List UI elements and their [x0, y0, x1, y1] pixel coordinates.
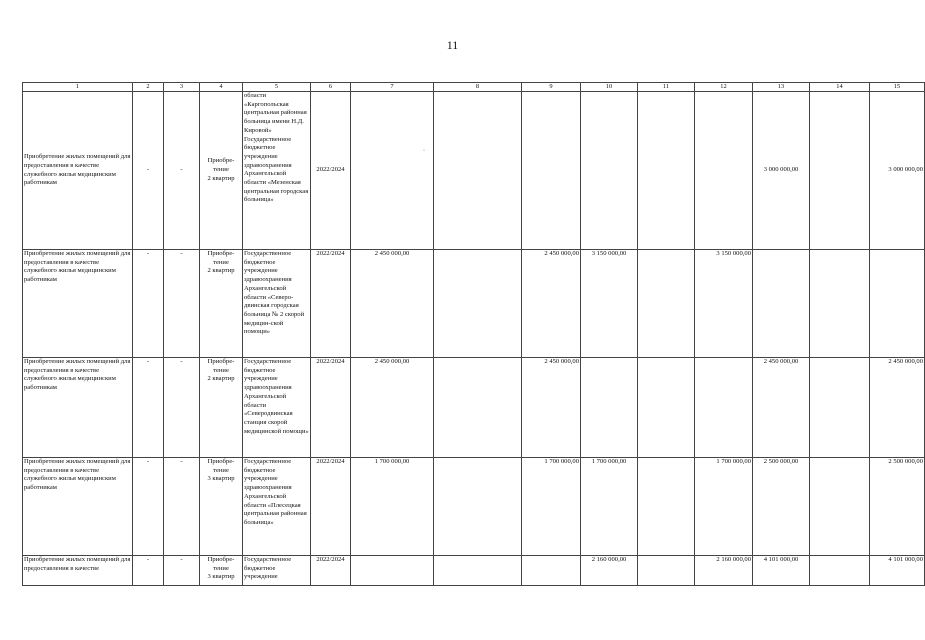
acquisition-line: 3 квартир	[207, 475, 235, 483]
amount-cell: 1 700 000,00	[522, 458, 581, 556]
amount-cell	[810, 358, 870, 458]
amount-cell	[695, 358, 753, 458]
measure-name-cell: Приобретение жилых помещений для предоставления в качестве служебного жилья медицинским работникам	[23, 92, 133, 250]
table-row	[23, 458, 925, 556]
dash-cell: -	[133, 358, 164, 458]
acquisition-line: Приобре-	[207, 458, 235, 465]
institution-cell: Государственное бюджетное учреждение	[243, 556, 311, 586]
amount-cell	[810, 92, 870, 250]
amount-cell	[810, 458, 870, 556]
amount-cell	[434, 92, 522, 250]
dash-cell: -	[133, 92, 164, 250]
dash-cell: -	[164, 92, 200, 250]
table-row	[23, 358, 925, 458]
col-header: 6	[311, 83, 351, 92]
acquisition-line: тение	[213, 366, 229, 374]
table-row	[23, 92, 925, 250]
amount-cell: 2 450 000,00	[753, 358, 810, 458]
amount-cell: 2 450 000,00	[522, 250, 581, 358]
amount-cell: 2 450 000,00	[870, 358, 925, 458]
amount-cell	[351, 556, 434, 586]
amount-cell: 2 450 000,00	[351, 358, 434, 458]
col-header: 8	[434, 83, 522, 92]
amount-cell	[522, 92, 581, 250]
amount-cell: 1 700 000,00	[695, 458, 753, 556]
col-header: 15	[870, 83, 925, 92]
amount-cell: 2 160 000,00	[695, 556, 753, 586]
amount-cell	[638, 250, 695, 358]
dash-cell: -	[133, 458, 164, 556]
amount-cell	[638, 556, 695, 586]
amount-cell: 4 101 000,00	[753, 556, 810, 586]
measure-name-cell: Приобретение жилых помещений для предоставления в качестве служебного жилья медицинским работникам	[23, 358, 133, 458]
stray-mark: ·	[423, 148, 425, 154]
dash-cell: -	[164, 250, 200, 358]
acquisition-line: 2 квартир	[207, 267, 235, 275]
amount-cell	[522, 556, 581, 586]
amount-cell: 3 000 000,00	[870, 92, 925, 250]
amount-cell	[753, 250, 810, 358]
acquisition-line: 3 квартир	[207, 573, 235, 581]
acquisition-line: тение	[213, 166, 229, 174]
acquisition-cell	[200, 458, 243, 556]
acquisition-line: 2 квартир	[207, 174, 235, 182]
col-header: 14	[810, 83, 870, 92]
column-number-row	[23, 83, 925, 92]
amount-cell: 2 450 000,00	[522, 358, 581, 458]
amount-cell	[810, 556, 870, 586]
amount-cell	[581, 358, 638, 458]
dash-cell: -	[164, 458, 200, 556]
institution-cell: Государственное бюджетное учреждение здравоохранения Архангельской области «Плесецкая центральная районная больница»	[243, 458, 311, 556]
col-header: 12	[695, 83, 753, 92]
amount-cell	[581, 92, 638, 250]
acquisition-line: Приобре-	[207, 157, 235, 165]
amount-cell	[434, 556, 522, 586]
acquisition-line: тение	[213, 258, 229, 266]
col-header: 7	[351, 83, 434, 92]
amount-cell	[434, 358, 522, 458]
col-header: 1	[23, 83, 133, 92]
acquisition-cell	[200, 556, 243, 586]
amount-cell: 2 500 000,00	[870, 458, 925, 556]
amount-cell: 3 150 000,00	[581, 250, 638, 358]
col-header: 4	[200, 83, 243, 92]
acquisition-line: Приобре-	[207, 358, 235, 365]
amount-cell	[695, 92, 753, 250]
acquisition-line: Приобре-	[207, 556, 235, 563]
measure-name-cell: Приобретение жилых помещений для предоставления в качестве	[23, 556, 133, 586]
col-header: 9	[522, 83, 581, 92]
amount-cell: 1 700 000,00	[351, 458, 434, 556]
acquisition-cell	[200, 250, 243, 358]
amount-cell: 2 450 000,00	[351, 250, 434, 358]
col-header: 5	[243, 83, 311, 92]
dash-cell: -	[164, 358, 200, 458]
acquisition-cell	[200, 92, 243, 250]
amount-cell: 3 000 000,00	[753, 92, 810, 250]
period-cell: 2022/2024	[311, 92, 351, 250]
institution-cell: Государственное бюджетное учреждение здравоохранения Архангельской области «Северодвинская станция скорой медицинской помощи»	[243, 358, 311, 458]
amount-cell	[638, 358, 695, 458]
amount-cell: 1 700 000,00	[581, 458, 638, 556]
amount-cell	[638, 458, 695, 556]
measure-name-cell: Приобретение жилых помещений для предоставления в качестве служебного жилья медицинским работникам	[23, 250, 133, 358]
acquisition-cell	[200, 358, 243, 458]
amount-cell	[638, 92, 695, 250]
amount-cell: 2 500 000,00	[753, 458, 810, 556]
budget-table	[22, 82, 925, 586]
amount-cell: 3 150 000,00	[695, 250, 753, 358]
institution-cell: Государственное бюджетное учреждение здравоохранения Архангельской области «Северо-двинская городская больница № 2 скорой медицин-ской помощи»	[243, 250, 311, 358]
col-header: 3	[164, 83, 200, 92]
amount-cell: 4 101 000,00	[870, 556, 925, 586]
period-cell: 2022/2024	[311, 556, 351, 586]
acquisition-line: 2 квартир	[207, 375, 235, 383]
amount-cell	[870, 250, 925, 358]
table-row	[23, 556, 925, 586]
amount-cell: 2 160 000,00	[581, 556, 638, 586]
acquisition-line: тение	[213, 466, 229, 474]
dash-cell: -	[133, 556, 164, 586]
amount-cell	[810, 250, 870, 358]
dash-cell: -	[133, 250, 164, 358]
table-row	[23, 250, 925, 358]
col-header: 11	[638, 83, 695, 92]
col-header: 10	[581, 83, 638, 92]
amount-cell	[351, 92, 434, 250]
acquisition-line: тение	[213, 564, 229, 572]
period-cell: 2022/2024	[311, 250, 351, 358]
dash-cell: -	[164, 556, 200, 586]
col-header: 2	[133, 83, 164, 92]
period-cell: 2022/2024	[311, 358, 351, 458]
measure-name-cell: Приобретение жилых помещений для предоставления в качестве служебного жилья медицинским работникам	[23, 458, 133, 556]
amount-cell	[434, 250, 522, 358]
period-cell: 2022/2024	[311, 458, 351, 556]
acquisition-line: Приобре-	[207, 250, 235, 257]
institution-cell: области «Каргопольская центральная районная больница имени Н.Д. Кировой» Государственное бюджетное учреждение здравоохранения Архангельской области «Мезенская центральная городская больница»	[243, 92, 311, 250]
amount-cell	[434, 458, 522, 556]
page-number: 11	[446, 38, 459, 52]
col-header: 13	[753, 83, 810, 92]
